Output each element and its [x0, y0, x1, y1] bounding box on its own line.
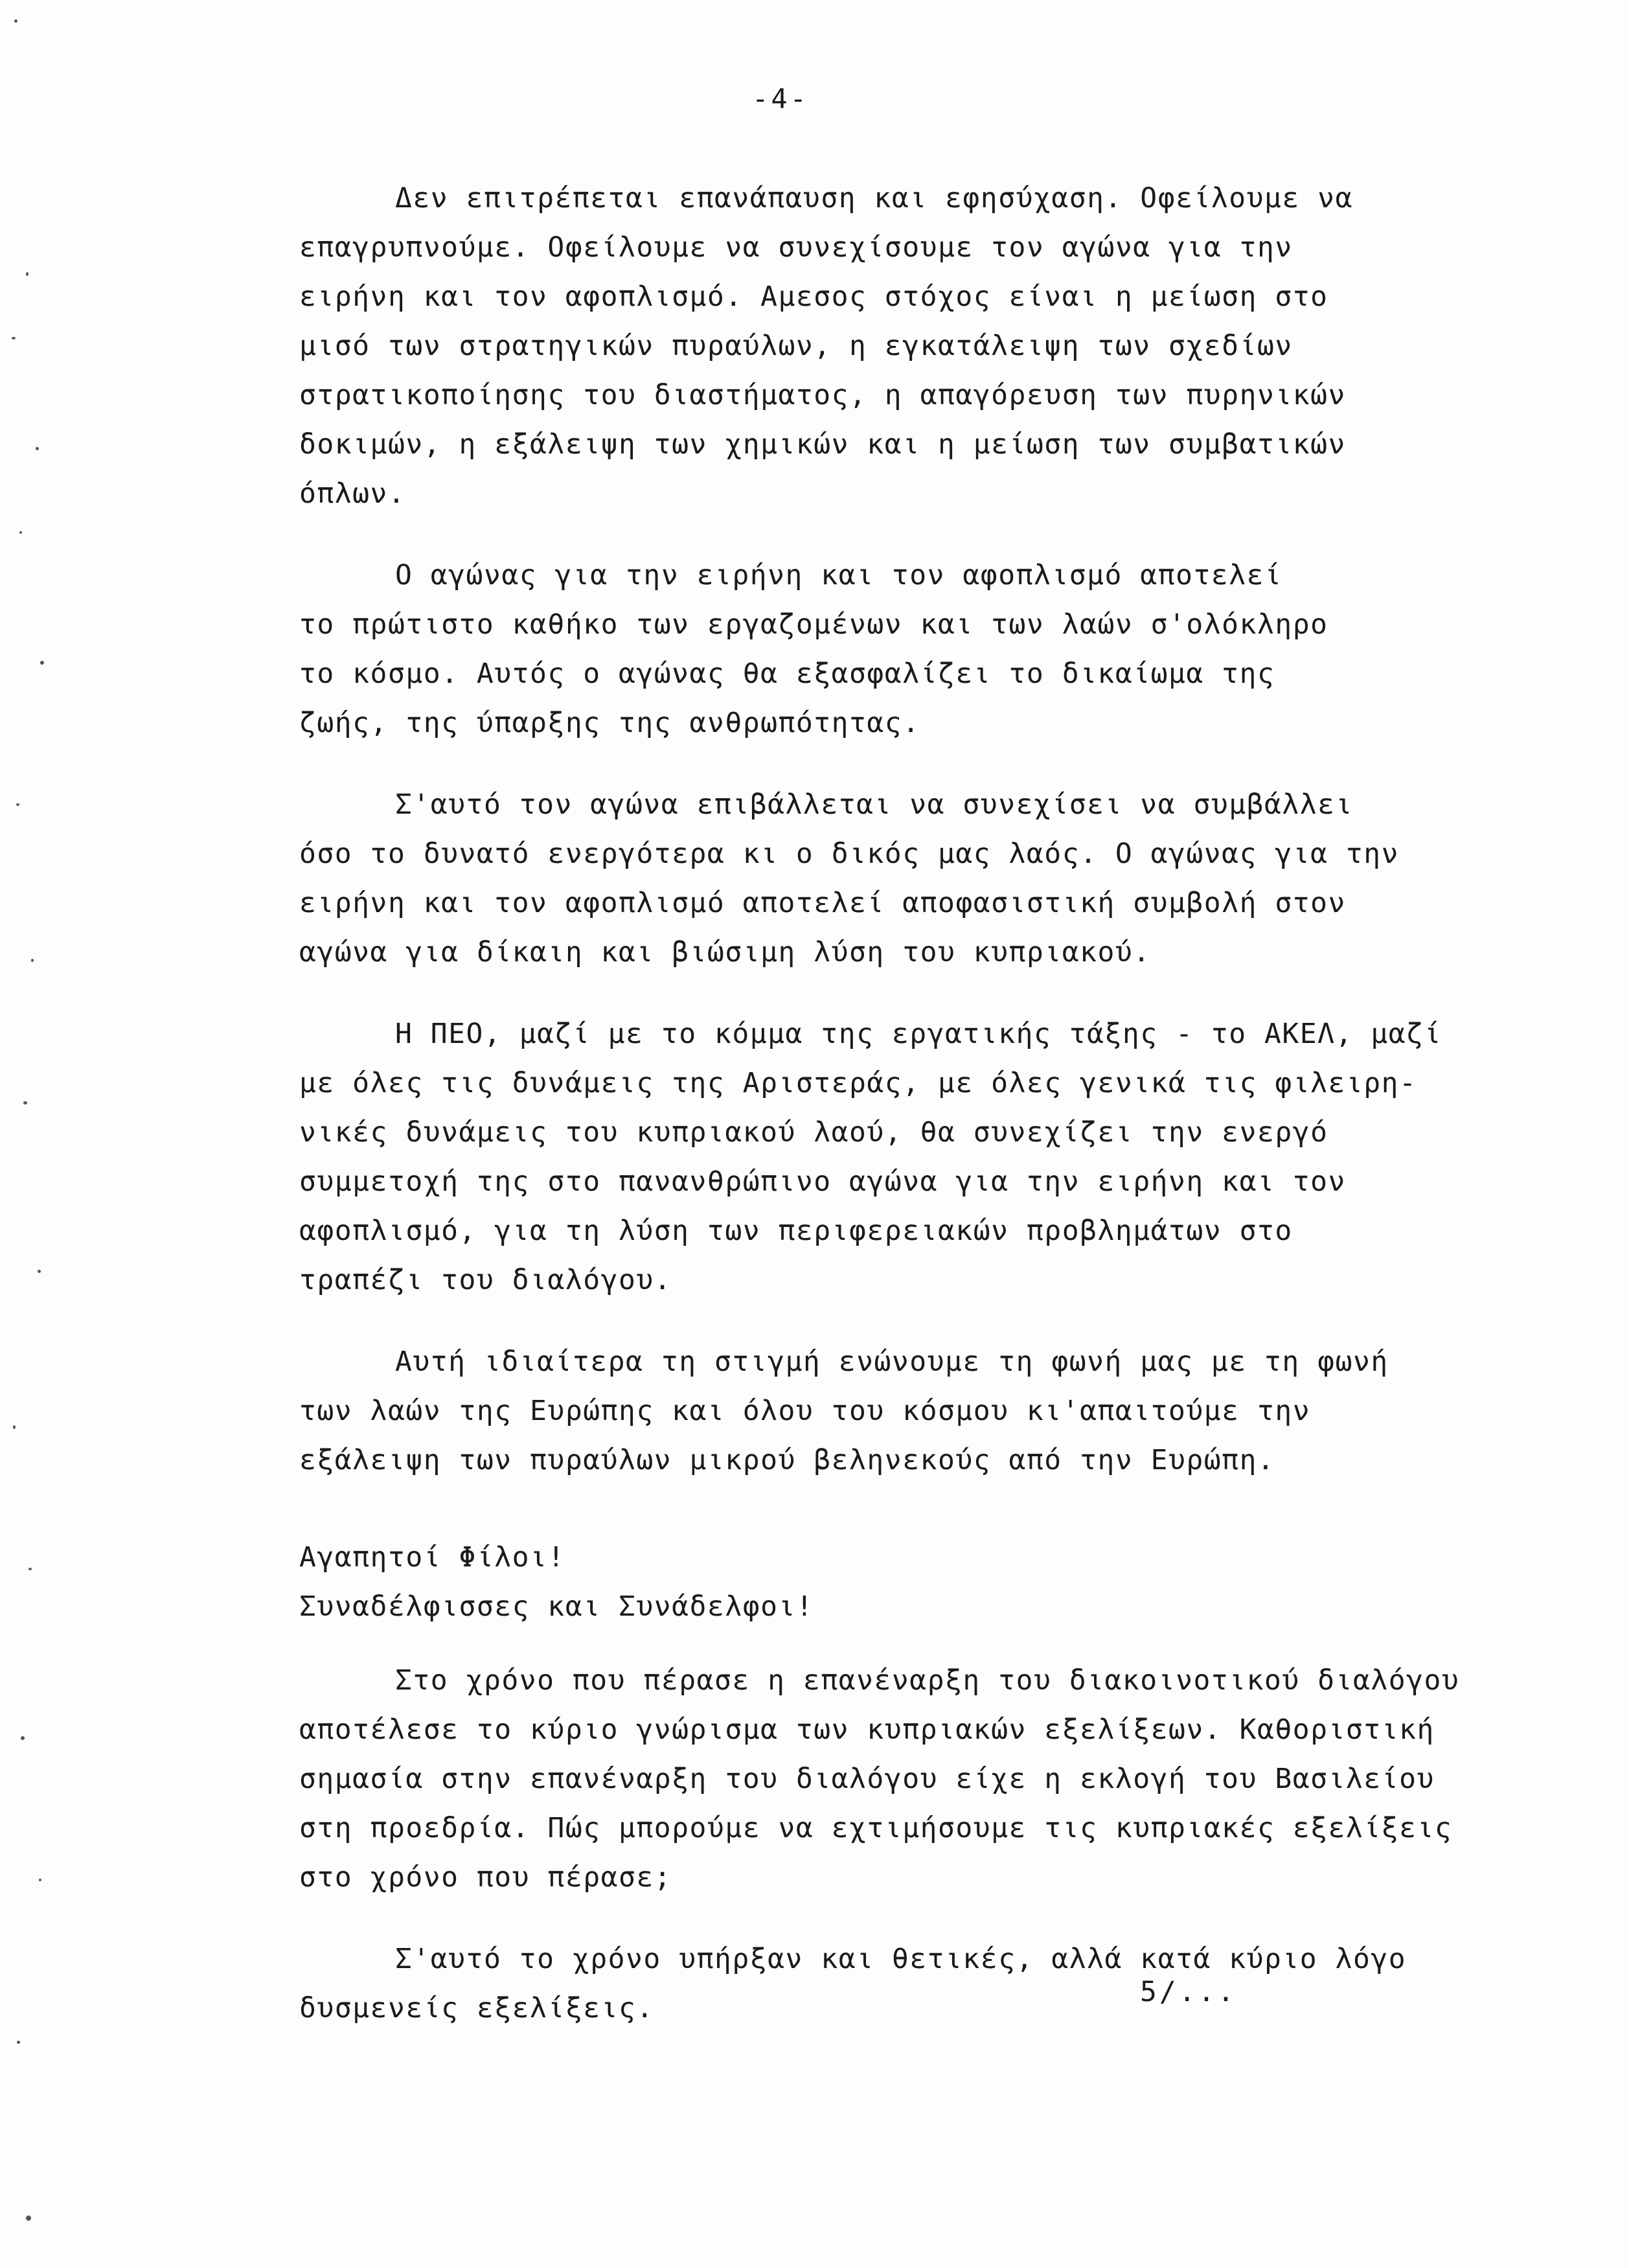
paragraph: Στο χρόνο που πέρασε η επανέναρξη του διακοινοτικού διαλόγου αποτέλεσε το κύριο γνώρισμα των κυπριακών εξελίξεων. Καθοριστική σημασία στην επανέναρξη του διαλόγου είχε η εκλογή του Βασιλείου στη προεδρία. Πώς μπορούμε να εχτιμήσουμε τις κυπριακές εξελίξεις στο χρόνο που πέρασε;: [299, 1664, 1460, 1894]
continuation-marker: 5/...: [1140, 1976, 1237, 2008]
page-number: -4-: [752, 83, 809, 115]
paragraph: Σ'αυτό τον αγώνα επιβάλλεται να συνεχίσει να συμβάλλει όσο το δυνατό ενεργότερα κι ο δικός μας λαός. Ο αγώνας για την ειρήνη και τον αφοπλισμό αποτελεί αποφασιστική συμβολή στον αγώνα για δίκαιη και βιώσιμη λύση του κυπριακού.: [299, 788, 1400, 968]
document-body: [299, 174, 1582, 2065]
paragraph: Αυτή ιδιαίτερα τη στιγμή ενώνουμε τη φωνή μας με τη φωνή των λαών της Ευρώπης και όλου του κόσμου κι'απαιτούμε την εξάλειψη των πυραύλων μικρού βεληνεκούς από την Ευρώπη.: [299, 1346, 1389, 1476]
paragraph: Δεν επιτρέπεται επανάπαυση και εφησύχαση. Οφείλουμε να επαγρυπνούμε. Οφείλουμε να συνεχίσουμε τον αγώνα για την ειρήνη και τον αφοπλισμό. Αμεσος στόχος είναι η μείωση στο μισό των στρατηγικών πυραύλων, η εγκατάλειψη των σχεδίων στρατικοποίησης του διαστήματος, η απαγόρευση των πυρηνικών δοκιμών, η εξάλειψη των χημικών και η μείωση των συμβατικών όπλων.: [299, 182, 1353, 510]
scan-margin-noise: [0, 0, 58, 2268]
paragraph: Η ΠΕΟ, μαζί με το κόμμα της εργατικής τάξης - το ΑΚΕΛ, μαζί με όλες τις δυνάμεις της Αριστεράς, με όλες γενικά τις φιλειρη- νικές δυνάμεις του κυπριακού λαού, θα συνεχίζει την ενεργό συμμετοχή της στο πανανθρώπινο αγώνα για την ειρήνη και τον αφοπλισμό, για τη λύση των περιφερειακών προβλημάτων στο τραπέζι του διαλόγου.: [299, 1018, 1442, 1296]
paragraph: Σ'αυτό το χρόνο υπήρξαν και θετικές, αλλά κατά κύριο λόγο δυσμενείς εξελίξεις.: [299, 1943, 1407, 2024]
salutation: Αγαπητοί Φίλοι! Συναδέλφισσες και Συνάδελφοι!: [299, 1541, 814, 1623]
paragraph: Ο αγώνας για την ειρήνη και τον αφοπλισμό αποτελεί το πρώτιστο καθήκο των εργαζομένων και των λαών σ'ολόκληρο το κόσμο. Αυτός ο αγώνας θα εξασφαλίζει το δικαίωμα της ζωής, της ύπαρξης της ανθρωπότητας.: [299, 559, 1328, 739]
